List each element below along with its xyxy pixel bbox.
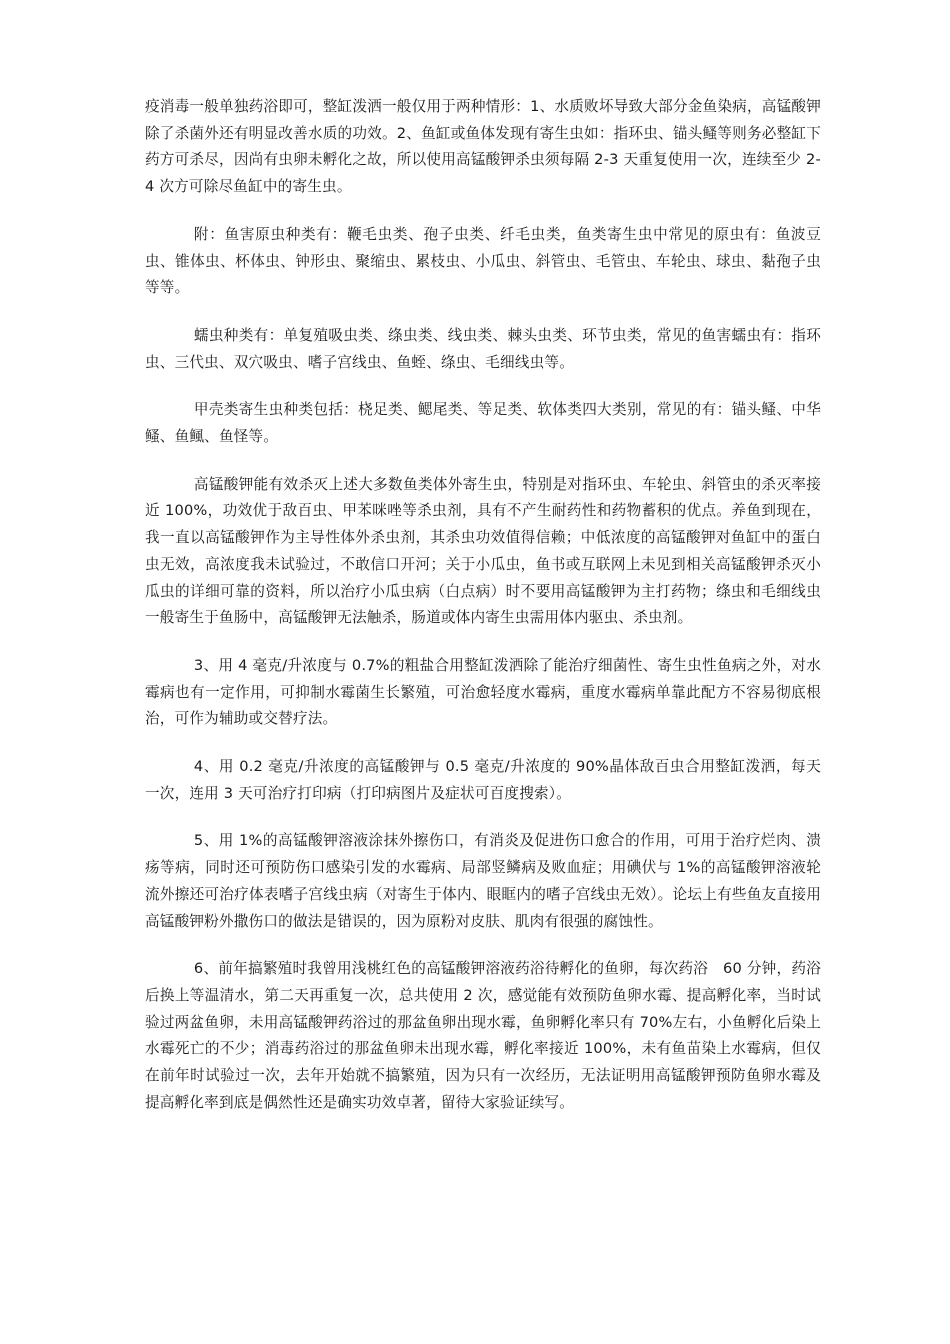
paragraph-item-4-trichlorfon-combination: 4、用 0.2 毫克/升浓度的高锰酸钾与 0.5 毫克/升浓度的 90%晶体敌百虫合用整缸泼洒，每天一次，连用 3 天可治疗打印病（打印病图片及症状可百度搜索）。 [145, 758, 821, 802]
paragraph-helminth-types: 蠕虫种类有：单复殖吸虫类、绦虫类、线虫类、棘头虫类、环节虫类，常见的鱼害蠕虫有：指环虫、三代虫、双穴吸虫、嗜子宫线虫、鱼蛭、绦虫、毛细线虫等。 [145, 326, 821, 371]
paragraph-permanganate-efficacy: 高锰酸钾能有效杀灭上述大多数鱼类体外寄生虫，特别是对指环虫、车轮虫、斜管虫的杀灭率接近 100%，功效优于敌百虫、甲苯咪唑等杀虫剂，具有不产生耐药性和药物蓄积的优点。养鱼到现在，我一直以高锰酸钾作为主导性体外杀虫剂，其杀虫功效值得信赖；中低浓度的高锰酸钾对鱼缸中的蛋白虫无效，高浓度我未试验过，不敢信口开河；关于小瓜虫，鱼书或互联网上未见到相关高锰酸钾杀灭小瓜虫的详细可靠的资料，所以治疗小瓜虫病（白点病）时不要用高锰酸钾为主打药物；绦虫和毛细线虫一般寄生于鱼肠中，高锰酸钾无法触杀，肠道或体内寄生虫需用体内驱虫、杀虫剂。 [145, 475, 821, 627]
paragraph-item-3-salt-combination: 3、用 4 毫克/升浓度与 0.7%的粗盐合用整缸泼洒除了能治疗细菌性、寄生虫性鱼病之外，对水霉病也有一定作用，可抑制水霉菌生长繁殖，可治愈轻度水霉病，重度水霉病单靠此配方不容易彻底根治，可作为辅助或交替疗法。 [145, 656, 821, 728]
paragraph-item-6-egg-bath: 6、前年搞繁殖时我曾用浅桃红色的高锰酸钾溶液药浴待孵化的鱼卵，每次药浴 60 分钟，药浴后换上等温清水，第二天再重复一次，总共使用 2 次，感觉能有效预防鱼卵水霉、提高孵化率，当时试验过两盆鱼卵，未用高锰酸钾药浴过的那盆鱼卵出现水霉，鱼卵孵化率只有 70%左右，小鱼孵化后染上水霉死亡的不少；消毒药浴过的那盆鱼卵未出现水霉，孵化率接近 100%，未有鱼苗染上水霉病，但仅在前年时试验过一次，去年开始就不搞繁殖，因为只有一次经历，无法证明用高锰酸钾预防鱼卵水霉及提高孵化率到底是偶然性还是确实功效卓著，留待大家验证续写。 [145, 960, 821, 1111]
document-body [145, 94, 821, 1138]
paragraph-crustacean-types: 甲壳类寄生虫种类包括：桡足类、鳃尾类、等足类、软体类四大类别，常见的有：锚头鳋、中华鳋、鱼鲺、鱼怪等。 [145, 401, 821, 446]
paragraph-protozoa-types: 附：鱼害原虫种类有：鞭毛虫类、孢子虫类、纤毛虫类，鱼类寄生虫中常见的原虫有：鱼波豆虫、锥体虫、杯体虫、钟形虫、聚缩虫、累枝虫、小瓜虫、斜管虫、毛管虫、车轮虫、球虫、黏孢子虫等等。 [145, 225, 821, 297]
paragraph-item-5-wound-treatment: 5、用 1%的高锰酸钾溶液涂抹外擦伤口，有消炎及促进伤口愈合的作用，可用于治疗烂肉、溃疡等病，同时还可预防伤口感染引发的水霉病、局部竖鳞病及败血症；用碘伏与 1%的高锰酸钾溶液轮流外擦还可治疗体表嗜子宫线虫病（对寄生于体内、眼眶内的嗜子宫线虫无效）。论坛上有些鱼友直接用高锰酸钾粉外撒伤口的做法是错误的，因为原粉对皮肤、肌肉有很强的腐蚀性。 [145, 832, 821, 930]
paragraph-disinfection-methods: 疫消毒一般单独药浴即可，整缸泼洒一般仅用于两种情形：1、水质败坏导致大部分金鱼染病，高锰酸钾除了杀菌外还有明显改善水质的功效。2、鱼缸或鱼体发现有寄生虫如：指环虫、锚头鳋等则务必整缸下药方可杀尽，因尚有虫卵未孵化之故，所以使用高锰酸钾杀虫须每隔 2-3 天重复使用一次，连续至少 2-4 次方可除尽鱼缸中的寄生虫。 [145, 98, 821, 196]
